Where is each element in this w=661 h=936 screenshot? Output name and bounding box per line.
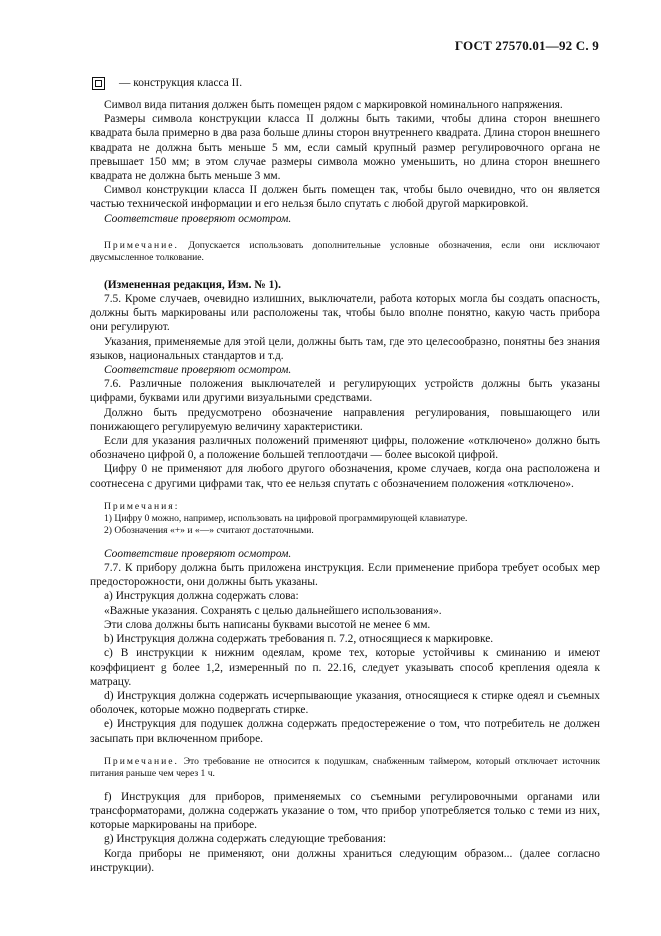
- paragraph: а) Инструкция должна содержать слова:: [104, 590, 299, 603]
- paragraph: Должно быть предусмотрено обозначение направления регулирования, повышающего или понижающего регулируемую величину характеристики.: [90, 406, 600, 433]
- paragraph: d) Инструкция должна содержать исчерпывающие указания, относящиеся к стирке одеял и съемных оболочек, которые можно подвергать стирке.: [90, 689, 600, 717]
- note-item: 2) Обозначения «+» и «—» считают достаточными.: [104, 524, 314, 536]
- note-item: 1) Цифру 0 можно, например, использовать на цифровой программирующей клавиатуре.: [104, 512, 468, 524]
- note-text: Допускается использовать дополнительные условные обозначения, если они исключают двусмысленное толкование.: [90, 239, 600, 263]
- note: [90, 756, 600, 780]
- class-ii-symbol-line: [90, 72, 600, 94]
- paragraph: Если для указания различных положений применяют цифры, положение «отключено» должно быть обозначено цифрой 0, а положение большей теплоотдачи — более высокой цифрой.: [90, 435, 600, 462]
- class-ii-square-icon: [92, 77, 105, 90]
- check-statement: Соответствие проверяют осмотром.: [104, 212, 292, 225]
- clause-7-7: 7.7. К прибору должна быть приложена инструкция. Если применение прибора требует особых мер предосторожности, они должны быть указаны.: [90, 562, 600, 589]
- paragraph: Цифру 0 не применяют для любого другого обозначения, кроме случаев, когда она расположена и соотнесена с другими цифрами так, что ее нельзя спутать с обозначением положения «отключено».: [90, 463, 600, 490]
- paragraph: Символ вида питания должен быть помещен рядом с маркировкой номинального напряжения.: [104, 99, 563, 111]
- notes-label: Примечания:: [104, 500, 180, 512]
- clause-7-6: 7.6. Различные положения выключателей и регулирующих устройств должны быть указаны цифрами, буквами или другими визуальными средствами.: [90, 378, 600, 405]
- paragraph: Когда приборы не применяют, они должны храниться следующим образом... (далее согласно инструкции).: [90, 847, 600, 874]
- paragraph: Указания, применяемые для этой цели, должны быть там, где это целесообразно, понятны без знания языков, национальных стандартов и т.д.: [90, 335, 600, 362]
- paragraph: Размеры символа конструкции класса II должны быть такими, чтобы длина сторон внешнего квадрата была примерно в два раза больше длины сторон внутреннего квадрата. Длина сторон внешнего квадрата не должна быть меньше 5 мм, если самый крупный размер регулировочного органа не превышает 150 мм; в этом случае размеры символа можно уменьшить, но длина сторон внешнего квадрата не должна быть меньше 3 мм.: [90, 113, 600, 183]
- note-text: Это требование не относится к подушкам, снабженным таймером, который отключает источник питания раньше чем через 1 ч.: [90, 755, 600, 779]
- page-header: ГОСТ 27570.01—92 С. 9: [454, 38, 599, 53]
- check-statement: Соответствие проверяют осмотром.: [104, 364, 292, 377]
- symbol-caption: — конструкция класса II.: [119, 76, 243, 89]
- revision-note: (Измененная редакция, Изм. № 1).: [104, 278, 281, 291]
- paragraph: e) Инструкция для подушек должна содержать предостережение о том, что потребитель не должен засыпать при включенном приборе.: [90, 718, 600, 745]
- paragraph: f) Инструкция для приборов, применяемых со съемными регулировочными органами или трансформаторами, должна содержать указание о том, что прибор употребляется только с теми из них, которые маркированы на приборе.: [90, 790, 600, 832]
- clause-7-5: 7.5. Кроме случаев, очевидно излишних, выключатели, работа которых могла бы создать опасность, должны быть маркированы или расположены так, чтобы было вполне понятно, какую часть прибора они регулируют.: [90, 293, 600, 334]
- note-label: Примечание.: [104, 755, 179, 767]
- paragraph: c) В инструкции к нижним одеялам, кроме тех, которые устойчивы к сминанию и имеют коэффициент g более 1,2, измеренный по п. 22.16, следует указывать способ крепления одеяла к матрацу.: [90, 647, 600, 688]
- paragraph: Символ конструкции класса II должен быть помещен так, чтобы было очевидно, что он является частью технической информации и его нельзя было спутать с любой другой маркировкой.: [90, 184, 600, 211]
- check-statement: Соответствие проверяют осмотром.: [104, 547, 292, 560]
- paragraph: Эти слова должны быть написаны буквами высотой не менее 6 мм.: [104, 618, 431, 631]
- paragraph: g) Инструкция должна содержать следующие требования:: [104, 833, 387, 846]
- document-body: [90, 72, 600, 875]
- note-label: Примечание.: [104, 239, 179, 251]
- paragraph: b) Инструкция должна содержать требования п. 7.2, относящиеся к маркировке.: [104, 633, 494, 646]
- note: [90, 240, 600, 264]
- paragraph: «Важные указания. Сохранять с целью дальнейшего использования».: [104, 604, 442, 617]
